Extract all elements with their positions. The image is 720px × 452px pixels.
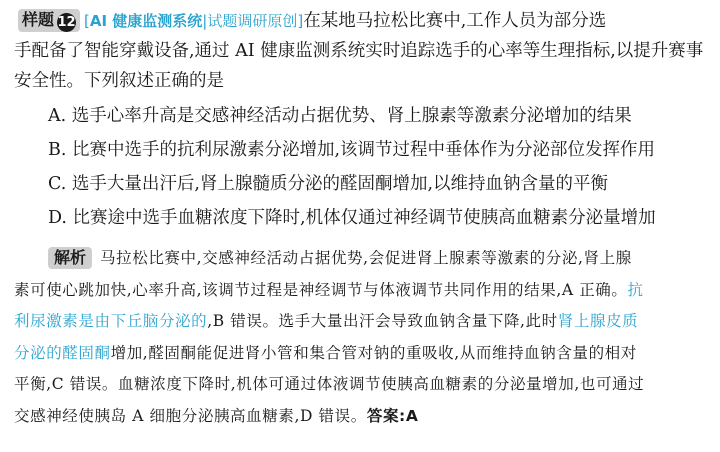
analysis-line-3	[14, 306, 706, 338]
sample-question-tag-label: 样题	[22, 10, 55, 29]
analysis-highlight-3: 肾上腺皮质	[557, 312, 639, 330]
analysis-highlight-4: 分泌的醛固酮	[14, 343, 111, 362]
source-open-bracket: [	[84, 12, 90, 30]
analysis-highlight-1: 抗	[627, 280, 644, 299]
stem-text-line-2: 手配备了智能穿戴设备,通过 AI 健康监测系统实时追踪选手的心率等生理指标,以提升赛事	[14, 41, 704, 61]
analysis-line-1	[14, 243, 706, 275]
analysis-text-3: ,B 错误。选手大量出汗会导致血钠含量下降,此时	[207, 312, 558, 330]
analysis-line-2	[14, 275, 706, 307]
source-separator: |	[202, 12, 208, 30]
source-topic: AI 健康监测系统	[89, 12, 203, 30]
source-type: 试题调研原创	[207, 12, 298, 30]
answer-value: A	[405, 406, 419, 425]
question-stem-line-1	[14, 6, 706, 36]
analysis-highlight-2: 利尿激素是由下丘脑分泌的	[14, 312, 208, 330]
analysis-section	[14, 243, 706, 432]
option-b: B. 比赛中选手的抗利尿激素分泌增加,该调节过程中垂体作为分泌部位发挥作用	[48, 140, 656, 160]
analysis-line-5: 平衡,C 错误。血糖浓度下降时,机体可通过体液调节使胰高血糖素的分泌量增加,也可通过	[14, 375, 645, 393]
option-c: C. 选手大量出汗后,肾上腺髓质分泌的醛固酮增加,以维持血钠含量的平衡	[48, 174, 609, 194]
answer-label: 答案:	[366, 406, 406, 425]
analysis-line-4	[14, 338, 706, 370]
analysis-line-6	[14, 401, 706, 433]
analysis-label: 解析	[48, 247, 92, 269]
stem-text-line-3: 安全性。下列叙述正确的是	[14, 71, 224, 91]
options-list	[14, 99, 706, 235]
stem-text-line-1: 在某地马拉松比赛中,工作人员为部分选	[303, 11, 607, 31]
question-source	[84, 12, 303, 30]
analysis-text-2: 素可使心跳加快,心率升高,该调节过程是神经调节与体液调节共同作用的结果,A 正确。	[14, 280, 628, 299]
analysis-text-4: 增加,醛固酮能促进肾小管和集合管对钠的重吸收,从而维持血钠含量的相对	[110, 343, 637, 362]
analysis-text-6: 交感神经使胰岛 A 细胞分泌胰高血糖素,D 错误。	[14, 406, 367, 425]
option-a: A. 选手心率升高是交感神经活动占据优势、肾上腺素等激素分泌增加的结果	[48, 106, 632, 126]
question-number-badge: 12	[57, 15, 76, 30]
sample-question-tag	[18, 9, 80, 32]
source-close-bracket: ]	[297, 12, 304, 30]
analysis-text-1: 马拉松比赛中,交感神经活动占据优势,会促进肾上腺素等激素的分泌,肾上腺	[100, 249, 632, 267]
option-d: D. 比赛途中选手血糖浓度下降时,机体仅通过神经调节使胰高血糖素分泌量增加	[48, 208, 656, 228]
